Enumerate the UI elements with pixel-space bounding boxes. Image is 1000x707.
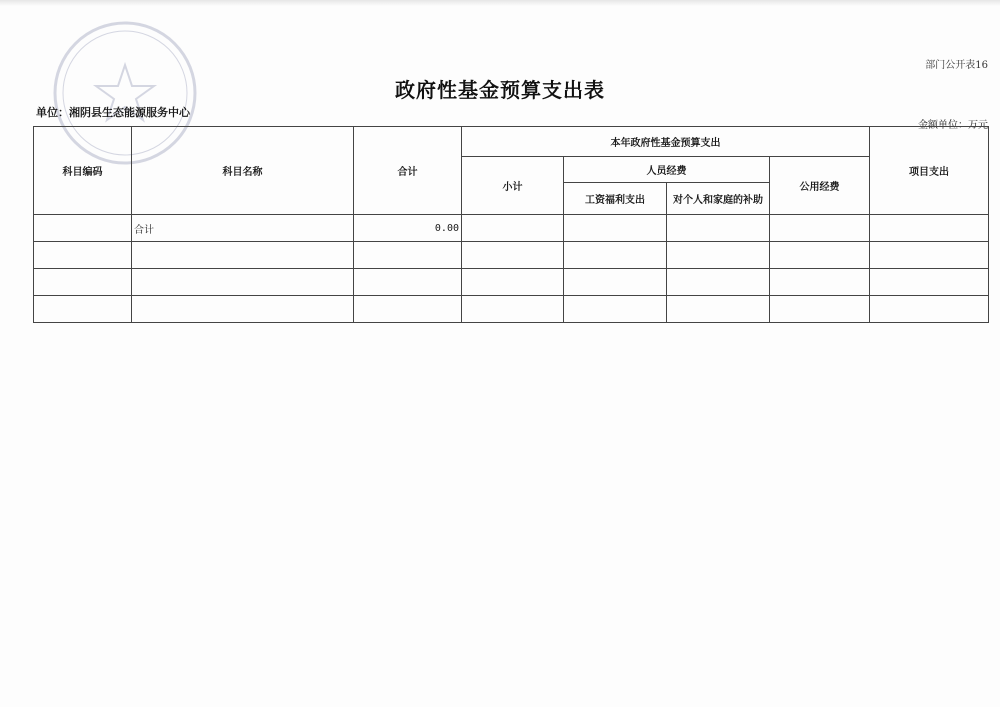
unit-line xyxy=(36,104,190,120)
unit-label: 单位： xyxy=(36,106,69,119)
cell-code xyxy=(34,296,132,323)
cell-household xyxy=(667,296,770,323)
cell-project xyxy=(870,296,989,323)
header-wages-welfare: 工资福利支出 xyxy=(564,183,667,215)
cell-total xyxy=(354,269,462,296)
cell-wages xyxy=(564,242,667,269)
unit-value: 湘阴县生态能源服务中心 xyxy=(69,106,190,119)
cell-subtotal xyxy=(462,296,564,323)
cell-public xyxy=(770,296,870,323)
cell-wages xyxy=(564,215,667,242)
cell-project xyxy=(870,242,989,269)
amount-unit: 金额单位：万元 xyxy=(918,120,988,131)
cell-public xyxy=(770,242,870,269)
cell-household xyxy=(667,242,770,269)
cell-name xyxy=(132,296,354,323)
table-row xyxy=(34,242,989,269)
header-subject-code: 科目编码 xyxy=(34,127,132,215)
cell-subtotal xyxy=(462,215,564,242)
header-current-year: 本年政府性基金预算支出 xyxy=(462,127,870,157)
cell-code xyxy=(34,242,132,269)
page-title: 政府性基金预算支出表 xyxy=(395,78,605,102)
cell-total xyxy=(354,296,462,323)
header-row-1 xyxy=(34,127,989,157)
cell-household xyxy=(667,269,770,296)
budget-table xyxy=(33,126,989,323)
header-project-expenses: 项目支出 xyxy=(870,127,989,215)
scan-edge-shadow xyxy=(0,0,1000,6)
header-individual-household: 对个人和家庭的补助 xyxy=(667,183,770,215)
cell-public xyxy=(770,215,870,242)
form-code: 部门公开表16 xyxy=(925,60,988,71)
cell-project xyxy=(870,269,989,296)
table-row xyxy=(34,296,989,323)
table-row xyxy=(34,215,989,242)
cell-wages xyxy=(564,296,667,323)
cell-code xyxy=(34,269,132,296)
header-subtotal: 小计 xyxy=(462,157,564,215)
header-personnel: 人员经费 xyxy=(564,157,770,183)
header-public-expenses: 公用经费 xyxy=(770,157,870,215)
cell-public xyxy=(770,269,870,296)
table-row xyxy=(34,269,989,296)
cell-household xyxy=(667,215,770,242)
cell-total xyxy=(354,242,462,269)
header-total: 合计 xyxy=(354,127,462,215)
cell-wages xyxy=(564,269,667,296)
cell-subtotal xyxy=(462,242,564,269)
cell-subtotal xyxy=(462,269,564,296)
cell-name: 合计 xyxy=(132,215,354,242)
cell-name xyxy=(132,269,354,296)
cell-project xyxy=(870,215,989,242)
cell-code xyxy=(34,215,132,242)
cell-total: 0.00 xyxy=(354,215,462,242)
header-subject-name: 科目名称 xyxy=(132,127,354,215)
cell-name xyxy=(132,242,354,269)
